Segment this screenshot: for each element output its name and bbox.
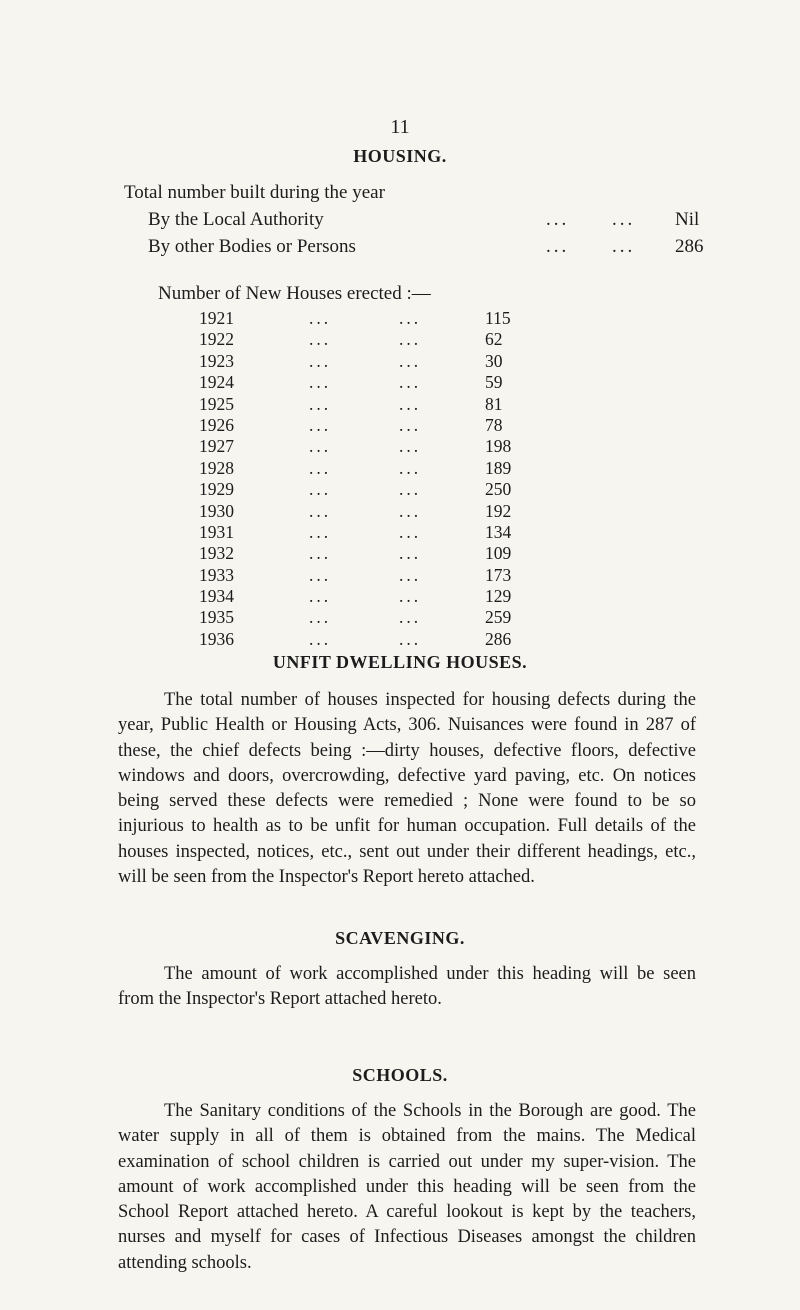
count-cell: 62 [485, 329, 503, 350]
year-cell: 1927 [199, 436, 234, 457]
year-cell: 1936 [199, 628, 234, 649]
total-built-line: Total number built during the year [124, 182, 385, 203]
year-cell: 1928 [199, 457, 234, 478]
leader-dots: ... [309, 521, 332, 542]
schools-paragraph: The Sanitary conditions of the Schools in the Borough are good. The water supply in all of them is obtained from the mains. The Medical examination of school children is carried out under my super-vision. The amount of work accomplished under this heading will be seen from the School Report attached hereto. A careful lookout is kept by the teachers, nurses and myself for cases of Infectious Diseases amongst the children attending schools. [118, 1101, 696, 1273]
leader-dots: ... [399, 329, 422, 350]
year-cell: 1930 [199, 500, 234, 521]
other-bodies-value: 286 [675, 236, 704, 257]
count-cell: 173 [485, 564, 512, 585]
leader-dots: ... [309, 564, 332, 585]
leader-dots: ... [399, 564, 422, 585]
year-cell: 1931 [199, 521, 234, 542]
year-cell: 1932 [199, 543, 234, 564]
scavenging-paragraph: The amount of work accomplished under this heading will be seen from the Inspector's Report attached hereto. [118, 964, 696, 1010]
leader-dots: ... [309, 393, 332, 414]
year-cell: 1923 [199, 350, 234, 371]
leader-dots: ... [309, 372, 332, 393]
leader-dots: ... [399, 414, 422, 435]
leader-dots: ... [399, 586, 422, 607]
leader-dots: ... [309, 607, 332, 628]
leader-dots: ... [399, 436, 422, 457]
count-cell: 189 [485, 457, 512, 478]
count-cell: 250 [485, 479, 512, 500]
leader-dots: ... [546, 209, 570, 230]
count-cell: 30 [485, 350, 503, 371]
leader-dots: ... [309, 457, 332, 478]
year-cell: 1935 [199, 607, 234, 628]
unfit-heading: UNFIT DWELLING HOUSES. [272, 652, 528, 672]
count-cell: 115 [485, 308, 511, 328]
new-houses-label: Number of New Houses erected :— [158, 283, 431, 304]
leader-dots: ... [612, 236, 636, 257]
leader-dots: ... [309, 414, 332, 435]
count-cell: 259 [485, 607, 512, 628]
year-cell: 1933 [199, 564, 234, 585]
local-authority-value: Nil [675, 209, 700, 230]
scavenging-heading: SCAVENGING. [335, 928, 465, 948]
leader-dots: ... [399, 521, 422, 542]
leader-dots: ... [612, 209, 636, 230]
count-cell: 59 [485, 372, 503, 393]
leader-dots: ... [309, 500, 332, 521]
leader-dots: ... [399, 350, 422, 371]
leader-dots: ... [399, 372, 422, 393]
leader-dots: ... [309, 628, 332, 649]
year-cell: 1925 [199, 393, 234, 414]
year-cell: 1926 [199, 414, 234, 435]
leader-dots: ... [309, 543, 332, 564]
count-cell: 109 [485, 543, 512, 564]
count-cell: 129 [485, 586, 512, 607]
year-cell: 1921 [199, 308, 234, 328]
leader-dots: ... [399, 393, 422, 414]
count-cell: 78 [485, 414, 503, 435]
leader-dots: ... [399, 457, 422, 478]
page-number: 11 [390, 116, 410, 138]
year-cell: 1929 [199, 479, 234, 500]
count-cell: 286 [485, 628, 512, 649]
year-cell: 1922 [199, 329, 234, 350]
count-cell: 81 [485, 393, 503, 414]
leader-dots: ... [399, 628, 422, 649]
leader-dots: ... [309, 308, 332, 328]
year-cell: 1924 [199, 372, 234, 393]
count-cell: 198 [485, 436, 512, 457]
other-bodies-label: By other Bodies or Persons [148, 236, 356, 257]
leader-dots: ... [309, 350, 332, 371]
leader-dots: ... [309, 586, 332, 607]
leader-dots: ... [399, 607, 422, 628]
schools-heading: SCHOOLS. [352, 1065, 448, 1085]
housing-heading: HOUSING. [353, 146, 447, 166]
leader-dots: ... [399, 308, 422, 328]
leader-dots: ... [309, 479, 332, 500]
leader-dots: ... [546, 236, 570, 257]
leader-dots: ... [399, 500, 422, 521]
leader-dots: ... [399, 479, 422, 500]
count-cell: 134 [485, 521, 512, 542]
count-cell: 192 [485, 500, 512, 521]
leader-dots: ... [309, 329, 332, 350]
leader-dots: ... [309, 436, 332, 457]
local-authority-label: By the Local Authority [148, 209, 324, 230]
leader-dots: ... [399, 543, 422, 564]
year-cell: 1934 [199, 586, 234, 607]
unfit-paragraph: The total number of houses inspected for housing defects during the year, Public Health or Housing Acts, 306. Nuisances were found in 287 of these, the chief defects being :—dirty houses, defective floors, defective windows and doors, overcrowding, defective yard paving, etc. On notices being served these defects were remedied ; None were found to be so injurious to health as to be unfit for human occupation. Full details of the houses inspected, notices, etc., sent out under their different headings, etc., will be seen from the Inspector's Report hereto attached. [118, 690, 696, 888]
